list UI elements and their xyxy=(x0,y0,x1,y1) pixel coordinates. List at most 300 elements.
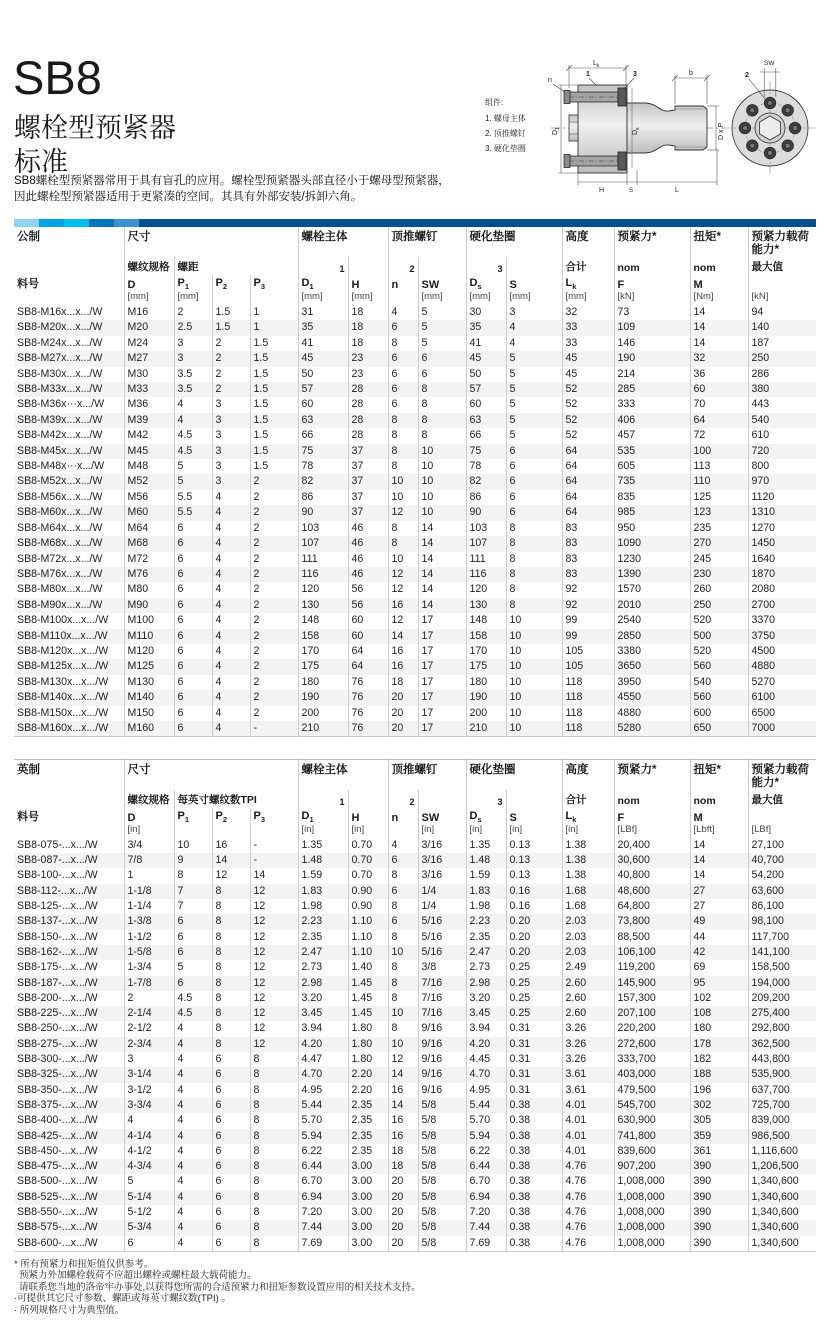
value-cell: 0.38 xyxy=(506,1159,562,1174)
value-cell: 14 xyxy=(418,521,466,536)
value-cell: 17 xyxy=(418,706,466,721)
table-row xyxy=(14,613,816,628)
legend-item: 2. 顶推螺钉 xyxy=(485,129,526,138)
value-cell: 7/8 xyxy=(124,853,174,868)
value-cell: 4 xyxy=(212,582,250,597)
value-cell: 123 xyxy=(690,505,748,520)
value-cell: 1.5 xyxy=(212,305,250,320)
value-cell: 14 xyxy=(418,552,466,567)
column-symbol: S xyxy=(506,808,562,824)
value-cell: 37 xyxy=(348,459,388,474)
value-cell: 4 xyxy=(212,644,250,659)
dim-b xyxy=(672,75,710,104)
value-cell: 108 xyxy=(690,1006,748,1021)
value-cell: 10 xyxy=(506,706,562,721)
value-cell: 20,400 xyxy=(614,838,690,853)
value-cell: 52 xyxy=(562,428,614,443)
table-row xyxy=(14,914,816,929)
value-cell: 3.26 xyxy=(562,1037,614,1052)
value-cell: 5 xyxy=(506,397,562,412)
legend-title: 组件: xyxy=(485,98,504,107)
column-unit xyxy=(14,824,124,838)
value-cell: 5 xyxy=(124,1174,174,1189)
value-cell: 4 xyxy=(174,1098,212,1113)
value-cell: 14 xyxy=(212,853,250,868)
value-cell: 28 xyxy=(348,382,388,397)
value-cell: 0.70 xyxy=(348,838,388,853)
value-cell: 390 xyxy=(690,1190,748,1205)
column-unit xyxy=(14,291,124,305)
column-group-header: 预紧力* xyxy=(614,760,690,790)
value-cell: 66 xyxy=(466,428,506,443)
value-cell: 92 xyxy=(562,582,614,597)
subheader-label xyxy=(348,257,388,275)
value-cell: 10 xyxy=(506,644,562,659)
value-cell: 4 xyxy=(174,1159,212,1174)
value-cell: 10 xyxy=(418,444,466,459)
value-cell: 60 xyxy=(298,397,348,412)
callout-1: 1 xyxy=(586,71,590,78)
part-number-cell: SB8-375-...x.../W xyxy=(14,1098,124,1113)
technical-drawing xyxy=(485,55,830,217)
value-cell: 41 xyxy=(466,336,506,351)
value-cell: 10 xyxy=(506,675,562,690)
value-cell: 3.5 xyxy=(174,382,212,397)
part-number-cell: SB8-M110x...x.../W xyxy=(14,629,124,644)
value-cell: 1310 xyxy=(748,505,816,520)
value-cell: 16 xyxy=(388,1083,418,1098)
column-symbol: 料号 xyxy=(17,810,39,823)
table-row xyxy=(14,1236,816,1252)
value-cell: 3/16 xyxy=(418,868,466,883)
value-cell: 17 xyxy=(418,675,466,690)
value-cell: 0.16 xyxy=(506,899,562,914)
value-cell: 3.61 xyxy=(562,1083,614,1098)
value-cell: 3/8 xyxy=(418,960,466,975)
value-cell: 4 xyxy=(212,690,250,705)
value-cell: 113 xyxy=(690,459,748,474)
value-cell: 6 xyxy=(174,706,212,721)
value-cell: 4 xyxy=(212,659,250,674)
table-row xyxy=(14,474,816,489)
value-cell: 52 xyxy=(562,382,614,397)
tensioner-drawing-svg xyxy=(485,55,830,217)
value-cell: 37 xyxy=(348,444,388,459)
header-row xyxy=(14,257,816,275)
value-cell: 545,700 xyxy=(614,1098,690,1113)
value-cell: 800 xyxy=(748,459,816,474)
value-cell: 8 xyxy=(388,868,418,883)
value-cell: 10 xyxy=(388,552,418,567)
value-cell: 0.25 xyxy=(506,976,562,991)
value-cell: 117,700 xyxy=(748,930,816,945)
value-cell: 3.00 xyxy=(348,1220,388,1235)
value-cell: 1.59 xyxy=(466,868,506,883)
column-symbol: $P_3$ xyxy=(250,275,298,291)
value-cell: 16 xyxy=(388,659,418,674)
value-cell: 175 xyxy=(466,659,506,674)
value-cell: 9 xyxy=(174,853,212,868)
value-cell: 5/8 xyxy=(418,1144,466,1159)
value-cell: 362,500 xyxy=(748,1037,816,1052)
value-cell: 28 xyxy=(348,413,388,428)
value-cell: 18 xyxy=(388,1144,418,1159)
value-cell: 5 xyxy=(418,336,466,351)
part-number-cell: SB8-200-...x.../W xyxy=(17,991,98,1004)
value-cell: 2.35 xyxy=(348,1098,388,1113)
value-cell: 8 xyxy=(506,521,562,536)
table-row xyxy=(14,397,816,412)
column-symbol: H xyxy=(348,808,388,824)
column-unit: [kN] xyxy=(748,291,816,305)
value-cell: M100 xyxy=(124,613,174,628)
value-cell: 3.26 xyxy=(562,1052,614,1067)
value-cell: M110 xyxy=(124,629,174,644)
value-cell: 20 xyxy=(388,706,418,721)
value-cell: M39 xyxy=(124,413,174,428)
value-cell: 4.01 xyxy=(562,1129,614,1144)
value-cell: 1450 xyxy=(748,536,816,551)
subheader-label xyxy=(418,257,466,275)
table-row xyxy=(14,459,816,474)
table-row xyxy=(14,1006,816,1021)
value-cell: 12 xyxy=(250,1021,298,1036)
part-number-cell: SB8-M36x···x.../W xyxy=(17,398,105,411)
value-cell: 6 xyxy=(174,644,212,659)
value-cell: 5/8 xyxy=(418,1159,466,1174)
column-group-header: 顶推螺钉 xyxy=(388,227,466,257)
value-cell: 10 xyxy=(388,1006,418,1021)
value-cell: 0.31 xyxy=(506,1021,562,1036)
value-cell: 1270 xyxy=(748,521,816,536)
value-cell: 4.01 xyxy=(562,1098,614,1113)
column-symbol: $P_2$ xyxy=(212,808,250,824)
value-cell: 8 xyxy=(250,1083,298,1098)
value-cell: 1 xyxy=(250,320,298,335)
value-cell: 56 xyxy=(348,582,388,597)
value-cell: 170 xyxy=(466,644,506,659)
metric-spec-table xyxy=(14,227,816,737)
column-symbol: S xyxy=(506,275,562,291)
value-cell: 3.26 xyxy=(562,1021,614,1036)
footnote-line: * 所有预紧力和扭矩值仅供参考。 xyxy=(14,1258,154,1270)
value-cell: 12 xyxy=(250,1037,298,1052)
column-unit: [LBf] xyxy=(614,824,690,838)
part-number-cell: SB8-112-...x.../W xyxy=(14,884,124,899)
value-cell: 1.38 xyxy=(562,868,614,883)
value-cell: 285 xyxy=(614,382,690,397)
part-number-cell: SB8-275-...x.../W xyxy=(14,1037,124,1052)
column-symbol: n xyxy=(388,808,418,824)
value-cell: 64 xyxy=(562,505,614,520)
value-cell: 1.98 xyxy=(466,899,506,914)
value-cell: 2.98 xyxy=(466,976,506,991)
value-cell: 16 xyxy=(388,1113,418,1128)
part-number-cell: SB8-525-...x.../W xyxy=(14,1190,124,1205)
value-cell: 18 xyxy=(388,1159,418,1174)
value-cell: 158,500 xyxy=(748,960,816,975)
value-cell: 4 xyxy=(506,336,562,351)
part-number-cell: SB8-M80x...x.../W xyxy=(17,583,103,596)
column-symbol: $L_k$ xyxy=(562,275,614,291)
value-cell: 14 xyxy=(418,582,466,597)
component-legend xyxy=(485,95,526,156)
value-cell: 8 xyxy=(418,413,466,428)
part-number-cell: SB8-500-...x.../W xyxy=(17,1175,98,1188)
value-cell: 1570 xyxy=(614,582,690,597)
part-number-cell: SB8-475-...x.../W xyxy=(14,1159,124,1174)
value-cell: 64 xyxy=(348,644,388,659)
value-cell: 8 xyxy=(388,930,418,945)
part-number-cell: SB8-400-...x.../W xyxy=(17,1114,98,1127)
value-cell: 6 xyxy=(212,1067,250,1082)
column-group-header: 高度 xyxy=(562,760,614,790)
value-cell: 17 xyxy=(418,613,466,628)
value-cell: 4 xyxy=(174,1190,212,1205)
value-cell: 73 xyxy=(614,305,690,320)
value-cell: 4 xyxy=(174,1083,212,1098)
value-cell: 200 xyxy=(298,706,348,721)
part-number-cell: SB8-575-...x.../W xyxy=(14,1220,124,1235)
value-cell: 3650 xyxy=(614,659,690,674)
value-cell: 0.13 xyxy=(506,853,562,868)
value-cell: 443 xyxy=(748,397,816,412)
value-cell: 6.94 xyxy=(466,1190,506,1205)
value-cell: 4 xyxy=(212,490,250,505)
value-cell: 2.49 xyxy=(562,960,614,975)
value-cell: 3.94 xyxy=(466,1021,506,1036)
value-cell: 20 xyxy=(388,1174,418,1189)
value-cell: 4 xyxy=(174,413,212,428)
value-cell: 109 xyxy=(614,320,690,335)
value-cell: 7.20 xyxy=(298,1205,348,1220)
value-cell: 31 xyxy=(298,305,348,320)
column-unit: [in] xyxy=(298,824,348,838)
value-cell: 7000 xyxy=(748,721,816,737)
description-line: 因此螺栓型预紧器适用于更紧凑的空间。其具有外部安装/拆卸六角。 xyxy=(14,190,363,203)
part-number-cell: SB8-M39x...x.../W xyxy=(14,413,124,428)
subheader-label: 螺纹规格 xyxy=(124,790,174,808)
value-cell: 1-1/4 xyxy=(124,899,174,914)
header-row xyxy=(14,275,816,291)
table-row xyxy=(14,899,816,914)
value-cell: 4 xyxy=(174,1129,212,1144)
value-cell: 8 xyxy=(388,413,418,428)
value-cell: 333 xyxy=(614,397,690,412)
value-cell: 8 xyxy=(388,428,418,443)
value-cell: 27 xyxy=(690,884,748,899)
value-cell: 8 xyxy=(388,336,418,351)
value-cell: 500 xyxy=(690,629,748,644)
value-cell: 650 xyxy=(690,721,748,737)
value-cell: 50 xyxy=(466,367,506,382)
value-cell: 76 xyxy=(348,675,388,690)
value-cell: 4 xyxy=(174,397,212,412)
column-symbol: M xyxy=(690,275,748,291)
value-cell: 2.60 xyxy=(562,976,614,991)
value-cell: 0.38 xyxy=(506,1220,562,1235)
part-number-cell: SB8-M27x...x.../W xyxy=(14,351,124,366)
value-cell: 5.44 xyxy=(466,1098,506,1113)
value-cell: 1,008,000 xyxy=(614,1174,690,1189)
subheader-label: 最大值 xyxy=(748,257,816,275)
value-cell: 2 xyxy=(250,505,298,520)
value-cell: 37 xyxy=(348,490,388,505)
value-cell: 0.13 xyxy=(506,838,562,853)
value-cell: 8 xyxy=(418,397,466,412)
value-cell: 8 xyxy=(212,1037,250,1052)
dim-label-b: b xyxy=(689,70,693,77)
part-number-cell: SB8-M20x...x.../W xyxy=(14,320,124,335)
part-number-cell: SB8-175-...x.../W xyxy=(17,961,98,974)
subheader-label: 螺纹规格 xyxy=(124,257,174,275)
value-cell: 8 xyxy=(212,884,250,899)
value-cell: 6100 xyxy=(748,690,816,705)
value-cell: 9/16 xyxy=(418,1083,466,1098)
table-row xyxy=(14,336,816,351)
header-row xyxy=(14,227,816,257)
value-cell: 6 xyxy=(174,659,212,674)
value-cell: 2.23 xyxy=(298,914,348,929)
value-cell: 10 xyxy=(418,505,466,520)
table-row xyxy=(14,552,816,567)
value-cell: 9/16 xyxy=(418,1052,466,1067)
column-symbol: $D_1$ xyxy=(298,275,348,291)
value-cell: 40,700 xyxy=(748,853,816,868)
column-unit: [mm] xyxy=(348,291,388,305)
value-cell: 141,100 xyxy=(748,945,816,960)
value-cell: 190 xyxy=(466,690,506,705)
part-number-cell: SB8-325-...x.../W xyxy=(14,1067,124,1082)
part-number-cell: SB8-250-...x.../W xyxy=(17,1022,98,1035)
column-unit xyxy=(388,291,418,305)
value-cell: 6.44 xyxy=(466,1159,506,1174)
value-cell: 118 xyxy=(562,690,614,705)
value-cell: 90 xyxy=(298,505,348,520)
value-cell: 6.44 xyxy=(298,1159,348,1174)
value-cell: 5 xyxy=(506,367,562,382)
value-cell: 4550 xyxy=(614,690,690,705)
value-cell: 32 xyxy=(562,305,614,320)
part-number-cell: SB8-075-...x.../W xyxy=(17,838,98,851)
accent-square xyxy=(64,219,89,227)
legend-item: 3. 硬化垫圈 xyxy=(485,144,526,153)
value-cell: 99 xyxy=(562,613,614,628)
value-cell: 457 xyxy=(614,428,690,443)
value-cell: 106,100 xyxy=(614,945,690,960)
table-row xyxy=(14,367,816,382)
value-cell: 148 xyxy=(466,613,506,628)
value-cell: 188 xyxy=(690,1067,748,1082)
header-row xyxy=(14,824,816,838)
subheader-label xyxy=(418,790,466,808)
value-cell: 12 xyxy=(212,868,250,883)
subheader-label: nom xyxy=(690,790,748,808)
value-cell: 17 xyxy=(418,721,466,737)
value-cell: 250 xyxy=(690,598,748,613)
column-symbol: $P_3$ xyxy=(250,808,298,824)
value-cell: 14 xyxy=(690,305,748,320)
value-cell: 535,900 xyxy=(748,1067,816,1082)
footnote-line: 请联系您当地的洛帝牢办事处,以获得您所需的合适预紧力和扭矩参数设置应用的相关技术支持。 xyxy=(19,1281,421,1293)
value-cell: 8 xyxy=(212,960,250,975)
footnote-line: · 所列规格尺寸为典型值。 xyxy=(14,1304,125,1316)
table-row xyxy=(14,960,816,975)
value-cell: 5/8 xyxy=(418,1174,466,1189)
value-cell: 20 xyxy=(388,1236,418,1252)
value-cell: 5/16 xyxy=(418,914,466,929)
value-cell: 66 xyxy=(298,428,348,443)
value-cell: 390 xyxy=(690,1236,748,1252)
value-cell: 1.5 xyxy=(250,367,298,382)
value-cell: 64 xyxy=(690,413,748,428)
table-row xyxy=(14,706,816,721)
table-row xyxy=(14,490,816,505)
subheader-label: nom xyxy=(614,257,690,275)
column-symbol: D xyxy=(124,275,174,291)
value-cell: 105 xyxy=(562,644,614,659)
value-cell: 1-5/8 xyxy=(124,945,174,960)
value-cell: 46 xyxy=(348,567,388,582)
value-cell: 42 xyxy=(690,945,748,960)
value-cell: 6.70 xyxy=(466,1174,506,1189)
value-cell: 111 xyxy=(298,552,348,567)
value-cell: 10 xyxy=(418,474,466,489)
column-unit: [in] xyxy=(562,824,614,838)
value-cell: 1.35 xyxy=(298,838,348,853)
value-cell: 0.38 xyxy=(506,1236,562,1252)
callout-3: 3 xyxy=(633,71,637,78)
value-cell: 1.48 xyxy=(298,853,348,868)
value-cell: 1,008,000 xyxy=(614,1236,690,1252)
dim-label-sw: SW xyxy=(764,60,775,67)
value-cell: 4 xyxy=(506,320,562,335)
value-cell: 540 xyxy=(690,675,748,690)
value-cell: 76 xyxy=(348,706,388,721)
value-cell: 6 xyxy=(174,536,212,551)
value-cell: 116 xyxy=(298,567,348,582)
value-cell: 6 xyxy=(124,1236,174,1252)
value-cell: 209,200 xyxy=(748,991,816,1006)
value-cell: 1090 xyxy=(614,536,690,551)
value-cell: 5/8 xyxy=(418,1220,466,1235)
part-number-cell: SB8-M45x...x.../W xyxy=(14,444,124,459)
value-cell: 560 xyxy=(690,690,748,705)
value-cell: 2.23 xyxy=(466,914,506,929)
value-cell: 4 xyxy=(174,1236,212,1252)
value-cell: 10 xyxy=(506,629,562,644)
value-cell: 4.76 xyxy=(562,1205,614,1220)
value-cell: 3.45 xyxy=(466,1006,506,1021)
value-cell: 5 xyxy=(174,459,212,474)
value-cell: 0.38 xyxy=(506,1113,562,1128)
value-cell: M48 xyxy=(124,459,174,474)
value-cell: 4.76 xyxy=(562,1174,614,1189)
value-cell: 3 xyxy=(212,474,250,489)
value-cell: 158 xyxy=(466,629,506,644)
value-cell: 196 xyxy=(690,1083,748,1098)
value-cell: 12 xyxy=(388,567,418,582)
value-cell: 1,008,000 xyxy=(614,1190,690,1205)
value-cell: M76 xyxy=(124,567,174,582)
value-cell: 10 xyxy=(506,613,562,628)
value-cell: 170 xyxy=(298,644,348,659)
value-cell: 4.70 xyxy=(466,1067,506,1082)
value-cell: 0.38 xyxy=(506,1144,562,1159)
value-cell: 46 xyxy=(348,552,388,567)
value-cell: 1,340,600 xyxy=(748,1190,816,1205)
value-cell: M72 xyxy=(124,552,174,567)
